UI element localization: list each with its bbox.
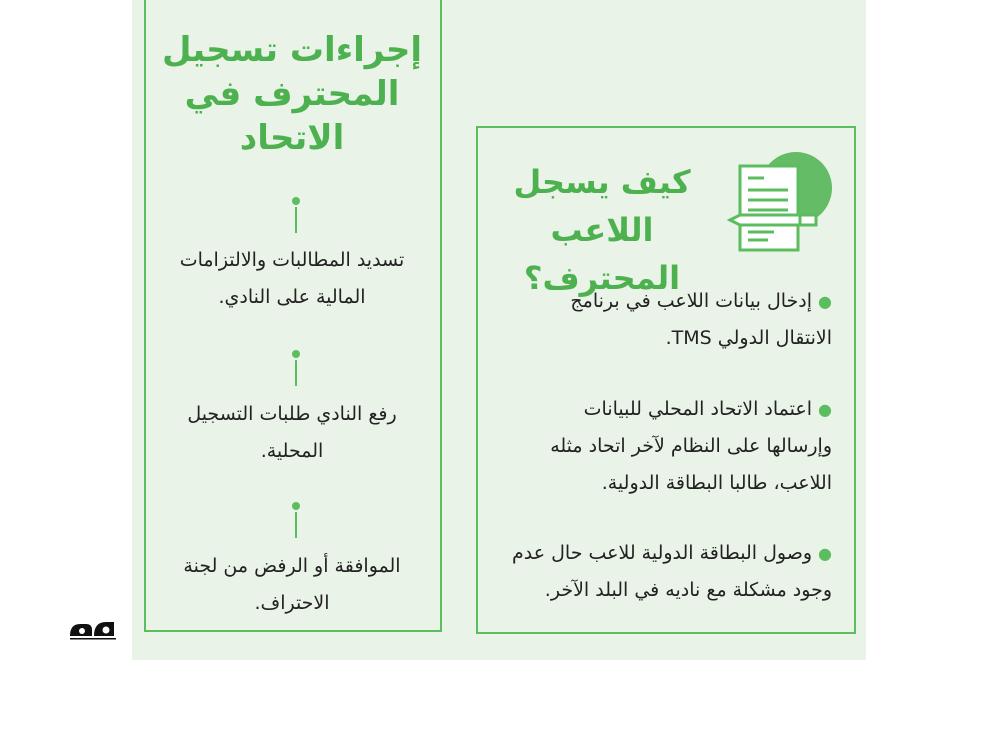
step-item: رفع النادي طلبات التسجيل المحلية. <box>187 403 397 462</box>
step-item: تسديد المطالبات والالتزامات المالية على النادي. <box>179 249 405 308</box>
step-divider <box>294 350 297 386</box>
how-to-register-title: كيف يسجل اللاعب المحترف؟ <box>513 163 691 297</box>
registration-step: ●إدخال بيانات اللاعب في برنامج الانتقال الدولي TMS. <box>570 290 832 349</box>
step-item: الموافقة أو الرفض من لجنة الاحتراف. <box>183 555 401 614</box>
step-divider <box>294 502 297 538</box>
registration-step: ●اعتماد الاتحاد المحلي للبيانات وإرسالها على النظام لآخر اتحاد مثله اللاعب، طالبا البطاقة الدولية. <box>550 398 832 494</box>
makkah-logo <box>66 614 120 642</box>
bullet-icon: ● <box>818 544 832 563</box>
document-pen-icon <box>724 148 836 254</box>
registration-procedures-title: إجراءات تسجيل المحترف في الاتحاد <box>161 30 423 158</box>
bullet-icon: ● <box>818 400 832 419</box>
registration-step: ●وصول البطاقة الدولية للاعب حال عدم وجود مشكلة مع ناديه في البلد الآخر. <box>512 542 832 601</box>
bullet-icon: ● <box>818 292 832 311</box>
step-divider <box>294 197 297 233</box>
